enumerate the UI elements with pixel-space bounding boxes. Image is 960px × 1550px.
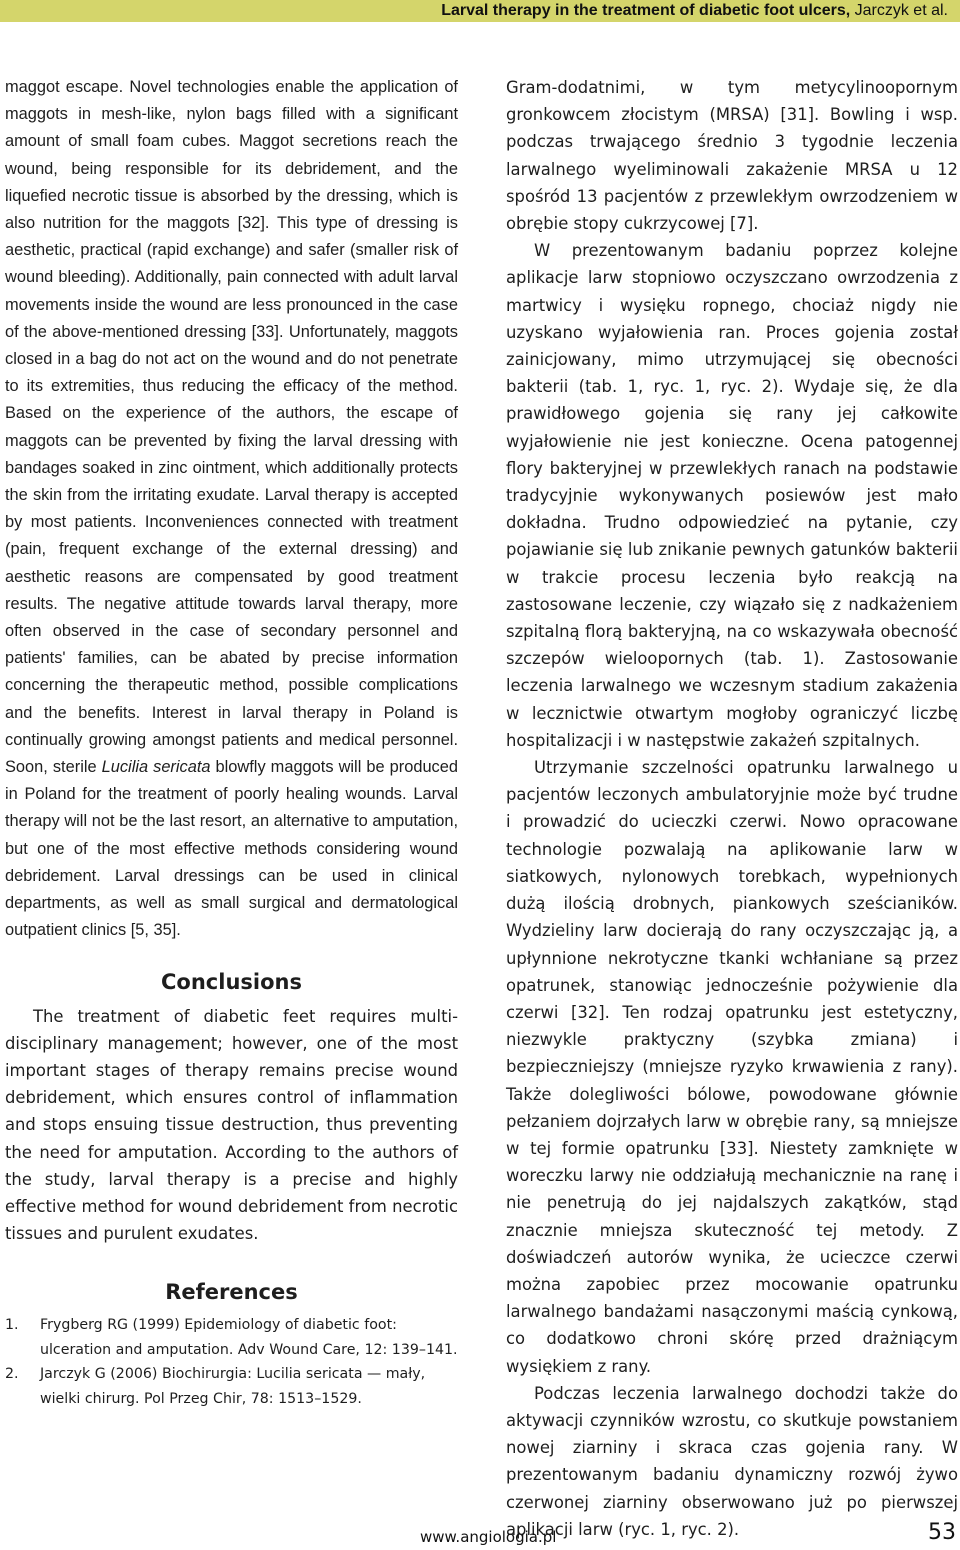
left-column — [5, 74, 458, 1411]
running-head — [0, 0, 960, 22]
running-head-authors: Jarczyk et al. — [850, 2, 948, 19]
body-paragraph: W prezentowanym badaniu poprzez kolejne aplikacje larw stopniowo oczyszczano owrzodzenia z martwicy i wysięku ropnego, chociaż nigdy nie uzyskano wyjałowienia ran. Proces gojenia został zainicjowany, mimo utrzymującej się obecności bakterii (tab. 1, ryc. 1, ryc. 2). Wydaje się, że dla prawidłowego gojenia się rany jej całkowite wyjałowienie nie jest konieczne. Ocena patogennej flory bakteryjnej w przewlekłych ranach na podstawie tradycyjnie wykonywanych posiewów jest mało dokładna. Trudno odpowiedzieć na pytanie, czy pojawianie się lub znikanie pewnych gatunków bakterii w trakcie procesu leczenia było reakcją na zastosowane leczenie, czy wiązało się z nadkażeniem szpitalną florą bakteryjną, na co wskazywała obecność szczepów wieloopornych (tab. 1). Zastosowanie leczenia larwalnego we wczesnym stadium zakażenia w lecznictwie otwartym mogłoby ograniczyć liczbę hospitalizacji i w następstwie zakażeń szpitalnych. — [506, 241, 958, 750]
species-name: Lucilia sericata — [101, 758, 211, 777]
references-heading: References — [165, 1280, 298, 1305]
body-paragraph: Podczas leczenia larwalnego dochodzi także do aktywacji czynników wzrostu, co skutkuje powstaniem nowej ziarniny i skraca czas gojenia rany. W prezentowanym badaniu dynamiczny rozwój żywo czerwonej ziarniny obserwowano już po pierwszej aplikacji larw (ryc. 1, ryc. 2). — [506, 1383, 958, 1539]
reference-number: 1. — [5, 1317, 19, 1334]
conclusions-heading: Conclusions — [161, 969, 302, 994]
running-head-text — [441, 2, 948, 20]
body-text: maggot escape. Novel technologies enable the application of maggots in mesh-like, nylon bags filled with a significant amount of small foam cubes. Maggot secretions reach the wound, being responsible for its debridement, and the liquefied necrotic tissue is absorbed by the dressing, which is also nutrition for the maggots [32]. This type of dressing is aesthetic, practical (rapid exchange) and safer (smaller risk of wound bleeding). — [5, 78, 458, 287]
reference-text: Jarczyk G (2006) Biochirurgia: Lucilia sericata — mały, wielki chirurg. Pol Przeg Chir, 78: 1513–1529. — [40, 1366, 426, 1407]
reference-item — [5, 1362, 458, 1411]
conclusions-paragraph: The treatment of diabetic feet requires multi-disciplinary management; however, one of the most important stages of therapy remains precise wound debridement, which ensures control of inflammation and stops ensuing tissue destruction, thus preventing the need for amputation. According to the authors of the study, larval therapy is a precise and highly effective method for wound debridement from necrotic tissues and purulent exudates. — [5, 1006, 458, 1244]
footer-url: www.angiologia.pl — [420, 1528, 557, 1546]
right-column — [506, 74, 958, 1543]
reference-text: Frygberg RG (1999) Epidemiology of diabetic foot: ulceration and amputation. Adv Wound Care, 12: 139–141. — [40, 1317, 458, 1358]
running-head-title: Larval therapy in the treatment of diabetic foot ulcers, — [441, 2, 851, 19]
body-paragraph: Gram-dodatnimi, w tym metycylinoopornym gronkowcem złocistym (MRSA) [31]. Bowling i wsp. podczas trwającego średnio 3 tygodnie leczenia larwalnego wyeliminowali zakażenie MRSA u 12 spośród 13 pacjentów z przewlekłym owrzodzeniem w obrębie stopy cukrzycowej [7]. — [506, 78, 958, 234]
body-text: blowfly maggots will be produced in Poland for the treatment of poorly healing wounds. Larval therapy will not be the last resort, an alternative to amputation, but one of the most effective methods considering wound debridement. Larval dressings can be used in clinical departments, as well as small surgical and dermatological outpatient clinics [5, 35]. — [5, 758, 458, 940]
body-paragraph — [5, 74, 458, 945]
reference-number: 2. — [5, 1366, 19, 1383]
reference-item — [5, 1313, 458, 1362]
body-text: Additionally, pain connected with adult larval movements inside the wound are less pronounced in the case of the above-mentioned dressing [33]. Unfortunately, maggots closed in a bag do not act on the wound and do not penetrate to its extremities, thus reducing the efficacy of the method. Based on the experience of the authors, the escape of maggots can be prevented by fixing the larval dressing with bandages soaked in zinc ointment, which additionally protects the skin from the irritating exudate. Larval therapy is accepted by most patients. Inconveniences connected with treatment (pain, frequent exchange of the external dressing) and aesthetic reasons are compensated by good treatment results. The negative attitude towards larval therapy, more often observed in the case of secondary personnel and patients' families, can be abated by precise information concerning the therapeutic method, possible complications and the benefits. Interest in larval therapy in Poland is continually growing amongst patients and medical personnel. Soon, sterile — [5, 268, 458, 777]
body-paragraph: Utrzymanie szczelności opatrunku larwalnego u pacjentów leczonych ambulatoryjnie może być trudne i prowadzić do ucieczki czerwi. Nowo opracowane technologie pozwalają na aplikowanie larw w siatkowych, nylonowych torebkach, wypełnionych dużą ilością drobnych, piankowych sześcianików. Wydzieliny larw docierają do rany oczyszczając ją, a upłynnione nekrotyczne tkanki wchłaniane są przez opatrunek, stanowiąc jednocześnie pożywienie dla czerwi [32]. Ten rodzaj opatrunku jest estetyczny, niezwykle praktyczny (szybka zmiana) i bezpieczniejszy (mniejsze ryzyko krwawienia z rany). Także dolegliwości bólowe, powodowane głównie pełzaniem dojrzałych larw w obrębie rany, są mniejsze w tej formie opatrunku [33]. Niestety zamknięte w woreczku larwy nie oddziałują mechanicznie na ranę i nie penetrują do jej najdalszych zakątków, stąd znacznie mniejsza skuteczność tej metody. Z doświadczeń autorów wynika, że ucieczce czerwi można zapobiec przez mocowanie opatrunku larwalnego bandażami nasączonymi maścią cynkową, co dodatkowo chroni skórę przed drażniącym wysiękiem z rany. — [506, 758, 958, 1376]
reference-list — [5, 1313, 458, 1411]
page-number: 53 — [928, 1520, 956, 1545]
